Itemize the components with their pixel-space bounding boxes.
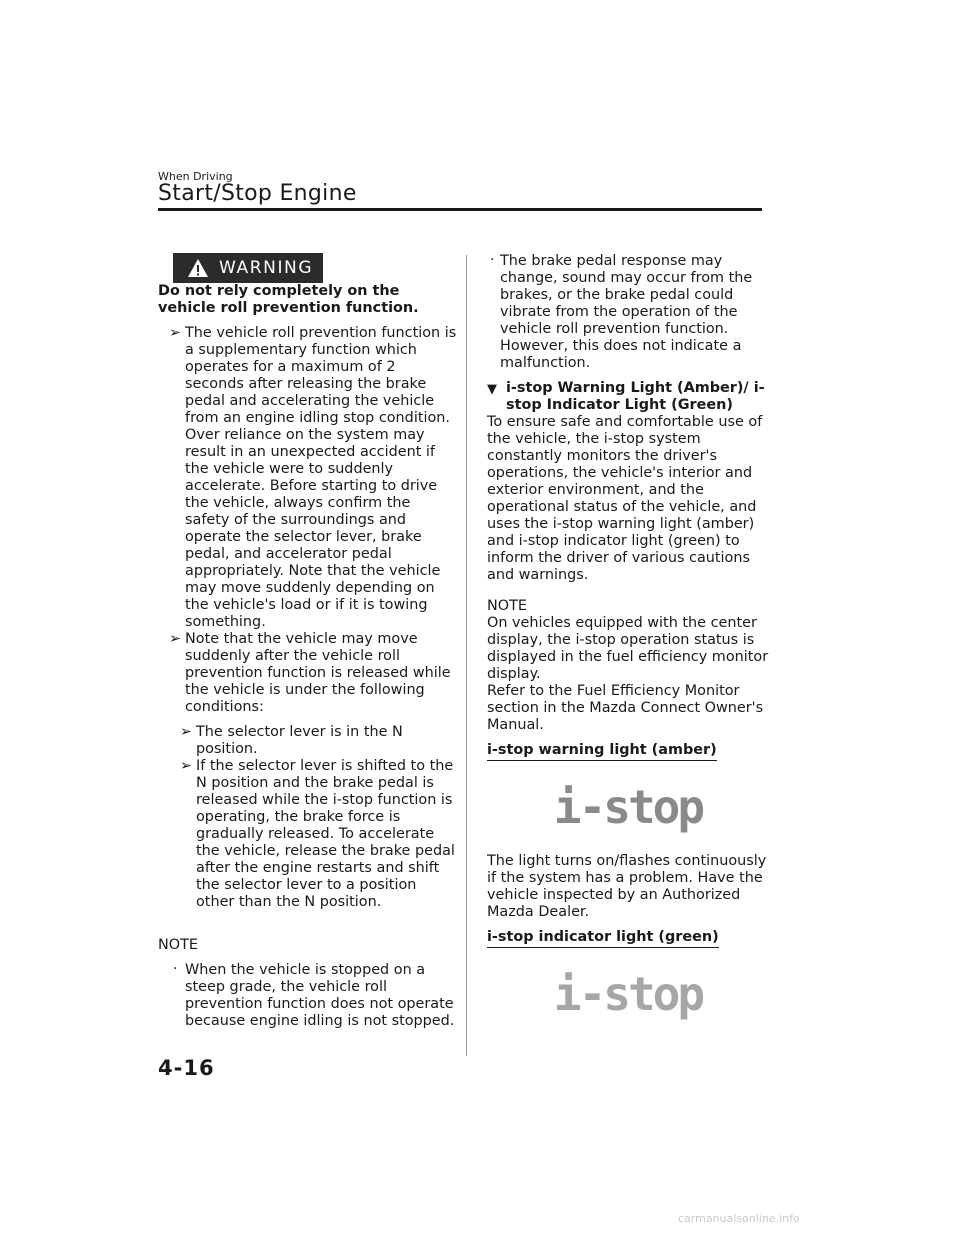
list-item: ➢ Note that the vehicle may move suddenly after the vehicle roll prevention function is released while the vehicle is under the following conditions: (169, 631, 451, 715)
triangle-down-icon: ▼ (487, 382, 497, 397)
arrow-bullet-icon: ➢ (180, 758, 193, 774)
sub-list (158, 724, 458, 911)
arrow-bullet-icon: ➢ (169, 325, 182, 341)
note-label: NOTE (487, 598, 527, 614)
header-rule (158, 208, 762, 211)
footer-site: carmanualsonline.info (678, 1212, 800, 1225)
list-item: · When the vehicle is stopped on a steep grade, the vehicle roll prevention function does not operate because engine idling is not stopped. (173, 961, 455, 1029)
note-text: Refer to the Fuel Efficiency Monitor section in the Mazda Connect Owner's Manual. (487, 683, 764, 733)
warning-heading: Do not rely completely on the vehicle roll prevention function. (158, 283, 419, 316)
note-text: On vehicles equipped with the center display, the i-stop operation status is displayed in the fuel efficiency monitor display. (487, 615, 769, 682)
intro-paragraph: To ensure safe and comfortable use of the vehicle, the i-stop system constantly monitors the driver's operations, the vehicle's interior and exterior environment, and the operational status of the vehicle, and uses the i-stop warning light (amber) and i-stop indicator light (green) to inform the driver of various cautions and warnings. (487, 414, 763, 583)
list-item: ➢ The selector lever is in the N position. (180, 724, 403, 757)
dot-bullet-icon: · (490, 252, 495, 268)
amber-description: The light turns on/flashes continuously if the system has a problem. Have the vehicle inspected by an Authorized Mazda Dealer. (487, 853, 767, 920)
section-heading: ▼ i-stop Warning Light (Amber)/ i-stop Indicator Light (Green) (487, 380, 765, 413)
breadcrumb: When Driving (158, 170, 233, 183)
istop-amber-icon: i-stop (553, 780, 703, 834)
column-divider (466, 255, 467, 1056)
arrow-bullet-icon: ➢ (180, 724, 193, 740)
arrow-bullet-icon: ➢ (169, 631, 182, 647)
list-item: · The brake pedal response may change, sound may occur from the brakes, or the brake pedal could vibrate from the operation of the vehicle roll prevention function. However, this does not indicate a malfunction. (490, 252, 753, 371)
dot-bullet-icon: · (173, 961, 178, 977)
warning-badge (173, 253, 323, 283)
page-number: 4-16 (158, 1056, 215, 1080)
left-column (158, 253, 458, 1030)
list-item: ➢ If the selector lever is shifted to the N position and the brake pedal is released while the i-stop function is operating, the brake force is gradually released. To accelerate the vehicle, release the brake pedal after the engine restarts and shift the selector lever to a position other than the N position. (180, 758, 455, 910)
note-label: NOTE (158, 937, 198, 953)
page-title: Start/Stop Engine (158, 181, 357, 206)
right-column (487, 253, 769, 1024)
list-item: ➢ The vehicle roll prevention function is a supplementary function which operates for a maximum of 2 seconds after releasing the brake pedal and accelerating the vehicle from an engine idling stop condition. Over reliance on the system may result in an unexpected accident if the vehicle were to suddenly accelerate. Before starting to drive the vehicle, always confirm the safety of the surroundings and operate the selector lever, brake pedal, and accelerator pedal appropriately. Note that the vehicle may move suddenly depending on the vehicle's load or if it is towing something. (169, 325, 457, 630)
warning-triangle-icon (187, 258, 209, 278)
warning-label: WARNING (219, 257, 314, 278)
istop-green-icon: i-stop (553, 967, 703, 1021)
amber-light-label: i-stop warning light (amber) (487, 742, 717, 761)
green-light-label: i-stop indicator light (green) (487, 929, 719, 948)
